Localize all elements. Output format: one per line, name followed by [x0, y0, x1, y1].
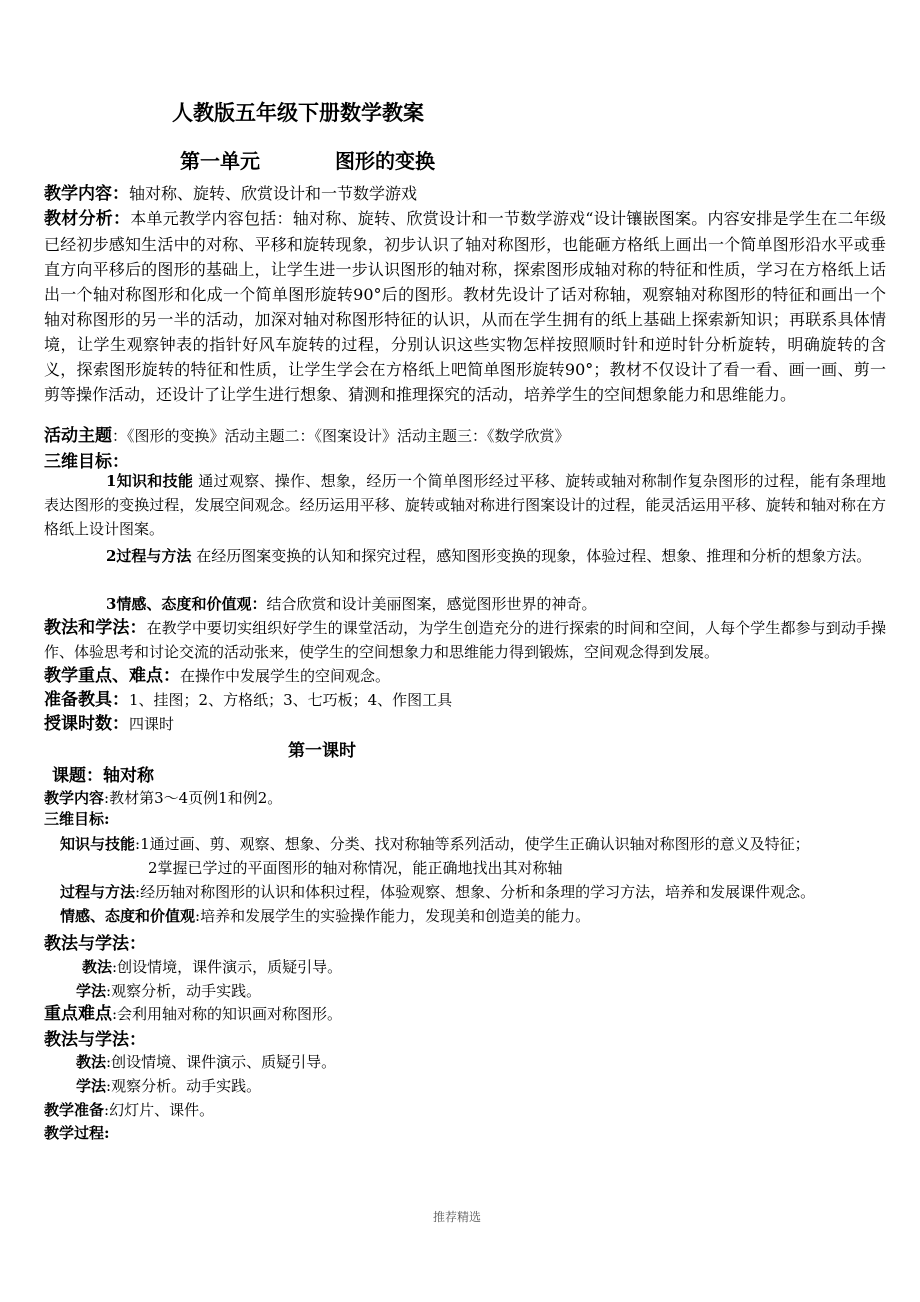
lesson-learn-line — [76, 979, 261, 1003]
lesson-learn-label: 学法 — [76, 982, 107, 1000]
methods-label: 教法和学法： — [44, 618, 147, 638]
hours-label: 授课时数： — [44, 714, 129, 734]
activity-text: ：《图形的变换》活动主题二：《图案设计》活动主题三：《数学欣赏》 — [112, 427, 570, 445]
goal-3-text: 结合欣赏和设计美丽图案，感觉图形世界的神奇。 — [266, 595, 597, 613]
document-title: 人教版五年级下册数学教案 — [172, 100, 424, 125]
keypoints-text: 在操作中发展学生的空间观念。 — [180, 667, 391, 685]
methods-paragraph — [44, 616, 886, 664]
analysis-label: 教材分析： — [44, 209, 131, 229]
lesson-learn2-text: :观察分析。动手实践。 — [106, 1077, 262, 1095]
lesson-process-text: :经历轴对称图形的认识和体积过程，体验观察、想象、分析和条理的学习方法，培养和发展课件观念。 — [135, 883, 816, 901]
lesson-content-text: :教材第3～4页例1和例2。 — [104, 789, 283, 807]
analysis-text: 本单元教学内容包括：轴对称、旋转、欣赏设计和一节数学游戏“设计镶嵌图案。内容安排是学生在二年级已经初步感知生活中的对称、平移和旋转现象，初步认识了轴对称图形，也能砸方格纸上画出一个简单图形沿水平或垂直方向平移后的图形的基础上，让学生进一步认识图形的轴对称，探索图形成轴对称的特征和性质，学习在方格纸上话出一个轴对称图形和化成一个简单图形旋转90°后的图形。教材先设计了话对称轴，观察轴对称图形的特征和画出一个轴对称图形的另一半的活动，加深对轴对称图形特征的认识，从而在学生拥有的纸上基础上探索新知识；再联系具体情境，让学生观察钟表的指针好风车旋转的过程，分别认识这些实物怎样按照顺时针和逆时针分析旋转，明确旋转的含义，探索图形旋转的特征和性质，让学生学会在方格纸上吧简单图形旋转90°；教材不仅设计了看一看、画一画、剪一剪等操作活动，还设计了让学生进行想象、猜测和推理探究的活动，培养学生的空间想象能力和思维能力。 — [44, 209, 887, 404]
goal-3-label: 3情感、态度和价值观： — [106, 595, 267, 613]
lesson-methods-label: 教法与学法： — [44, 934, 146, 954]
goal-2-text: 在经历图案变换的认知和探究过程，感知图形变换的现象，体验过程、想象、推理和分析的想象方法。 — [196, 547, 872, 565]
lesson-prep-text: :幻灯片、课件。 — [104, 1101, 215, 1119]
lesson-learn2-line — [76, 1074, 261, 1098]
lesson-key-label: 重点难点 — [44, 1004, 112, 1024]
content-line — [44, 181, 417, 207]
page-footer: 推荐精选 — [433, 1210, 482, 1224]
goal-1-label: 1知识和技能 — [106, 472, 194, 490]
goal-2-paragraph — [44, 544, 886, 568]
methods-text: 在教学中要切实组织好学生的课堂活动，为学生创造充分的进行探索的时间和空间，人每个学生都参与到动手操作、体验思考和讨论交流的活动张来，使学生的空间想象力和思维能力得到锻炼，空间观念得到发展。 — [44, 619, 886, 661]
lesson-emotion-label: 情感、态度和价值观 — [60, 907, 196, 925]
lesson-skill-label: 知识与技能 — [60, 835, 136, 853]
unit-label: 第一单元 — [180, 149, 260, 173]
lesson-methods2-label: 教法与学法： — [44, 1030, 146, 1050]
keypoints-line — [44, 664, 390, 688]
tools-line — [44, 688, 452, 712]
lesson-teach2-line — [76, 1050, 336, 1074]
tools-label: 准备教具： — [44, 690, 129, 710]
activity-line — [44, 424, 570, 448]
lesson-teach2-label: 教法 — [76, 1053, 107, 1071]
goals-label: 三维目标： — [44, 452, 129, 472]
lesson-heading: 第一课时 — [288, 741, 356, 761]
content-label: 教学内容： — [44, 184, 129, 204]
lesson-key-line — [44, 1002, 342, 1026]
unit-name: 图形的变换 — [335, 149, 435, 173]
goal-2-label: 2过程与方法 — [106, 547, 192, 565]
goal-1-text: 通过观察、操作、想象，经历一个简单图形经过平移、旋转或轴对称制作复杂图形的过程，能有条理地表达图形的变换过程，发展空间观念。经历运用平移、旋转或轴对称进行图案设计的过程，能灵活运用平移、旋转和轴对称在方格纸上设计图案。 — [44, 472, 886, 538]
lesson-teach2-text: :创设情境、课件演示、质疑引导。 — [106, 1053, 337, 1071]
analysis-paragraph — [44, 206, 886, 407]
lesson-content-line — [44, 786, 282, 810]
lesson-goals-label: 三维目标: — [44, 810, 110, 828]
lesson-process2-label: 教学过程: — [44, 1124, 110, 1142]
lesson-key-text: :会利用轴对称的知识画对称图形。 — [112, 1005, 343, 1023]
activity-label: 活动主题 — [44, 426, 112, 446]
lesson-skill-text-2: 2掌握已学过的平面图形的轴对称情况，能正确地找出其对称轴 — [148, 859, 563, 877]
lesson-skill-line — [60, 832, 810, 856]
lesson-skill-text-1: :1通过画、剪、观察、想象、分类、找对称轴等系列活动，使学生正确认识轴对称图形的意义及特征； — [135, 835, 810, 853]
lesson-teach-line — [82, 955, 342, 979]
lesson-teach-label: 教法 — [82, 958, 113, 976]
lesson-emotion-text: :培养和发展学生的实验操作能力，发现美和创造美的能力。 — [195, 907, 591, 925]
lesson-emotion-line — [60, 904, 590, 928]
lesson-prep-line — [44, 1098, 214, 1122]
lesson-learn-text: :观察分析，动手实践。 — [106, 982, 262, 1000]
lesson-learn2-label: 学法 — [76, 1077, 107, 1095]
lesson-teach-text: :创设情境，课件演示，质疑引导。 — [112, 958, 343, 976]
lesson-prep-label: 教学准备 — [44, 1101, 105, 1119]
content-text: 轴对称、旋转、欣赏设计和一节数学游戏 — [129, 184, 418, 203]
keypoints-label: 教学重点、难点： — [44, 666, 180, 686]
tools-text: 1、挂图；2、方格纸；3、七巧板；4、作图工具 — [129, 691, 453, 709]
lesson-process-line — [60, 880, 815, 904]
lesson-topic: 课题：轴对称 — [52, 766, 154, 786]
lesson-content-label: 教学内容 — [44, 789, 105, 807]
hours-line — [44, 712, 174, 736]
hours-text: 四课时 — [129, 715, 175, 733]
goal-3-line — [106, 592, 596, 616]
goal-1-paragraph — [44, 469, 886, 541]
lesson-process-label: 过程与方法 — [60, 883, 136, 901]
